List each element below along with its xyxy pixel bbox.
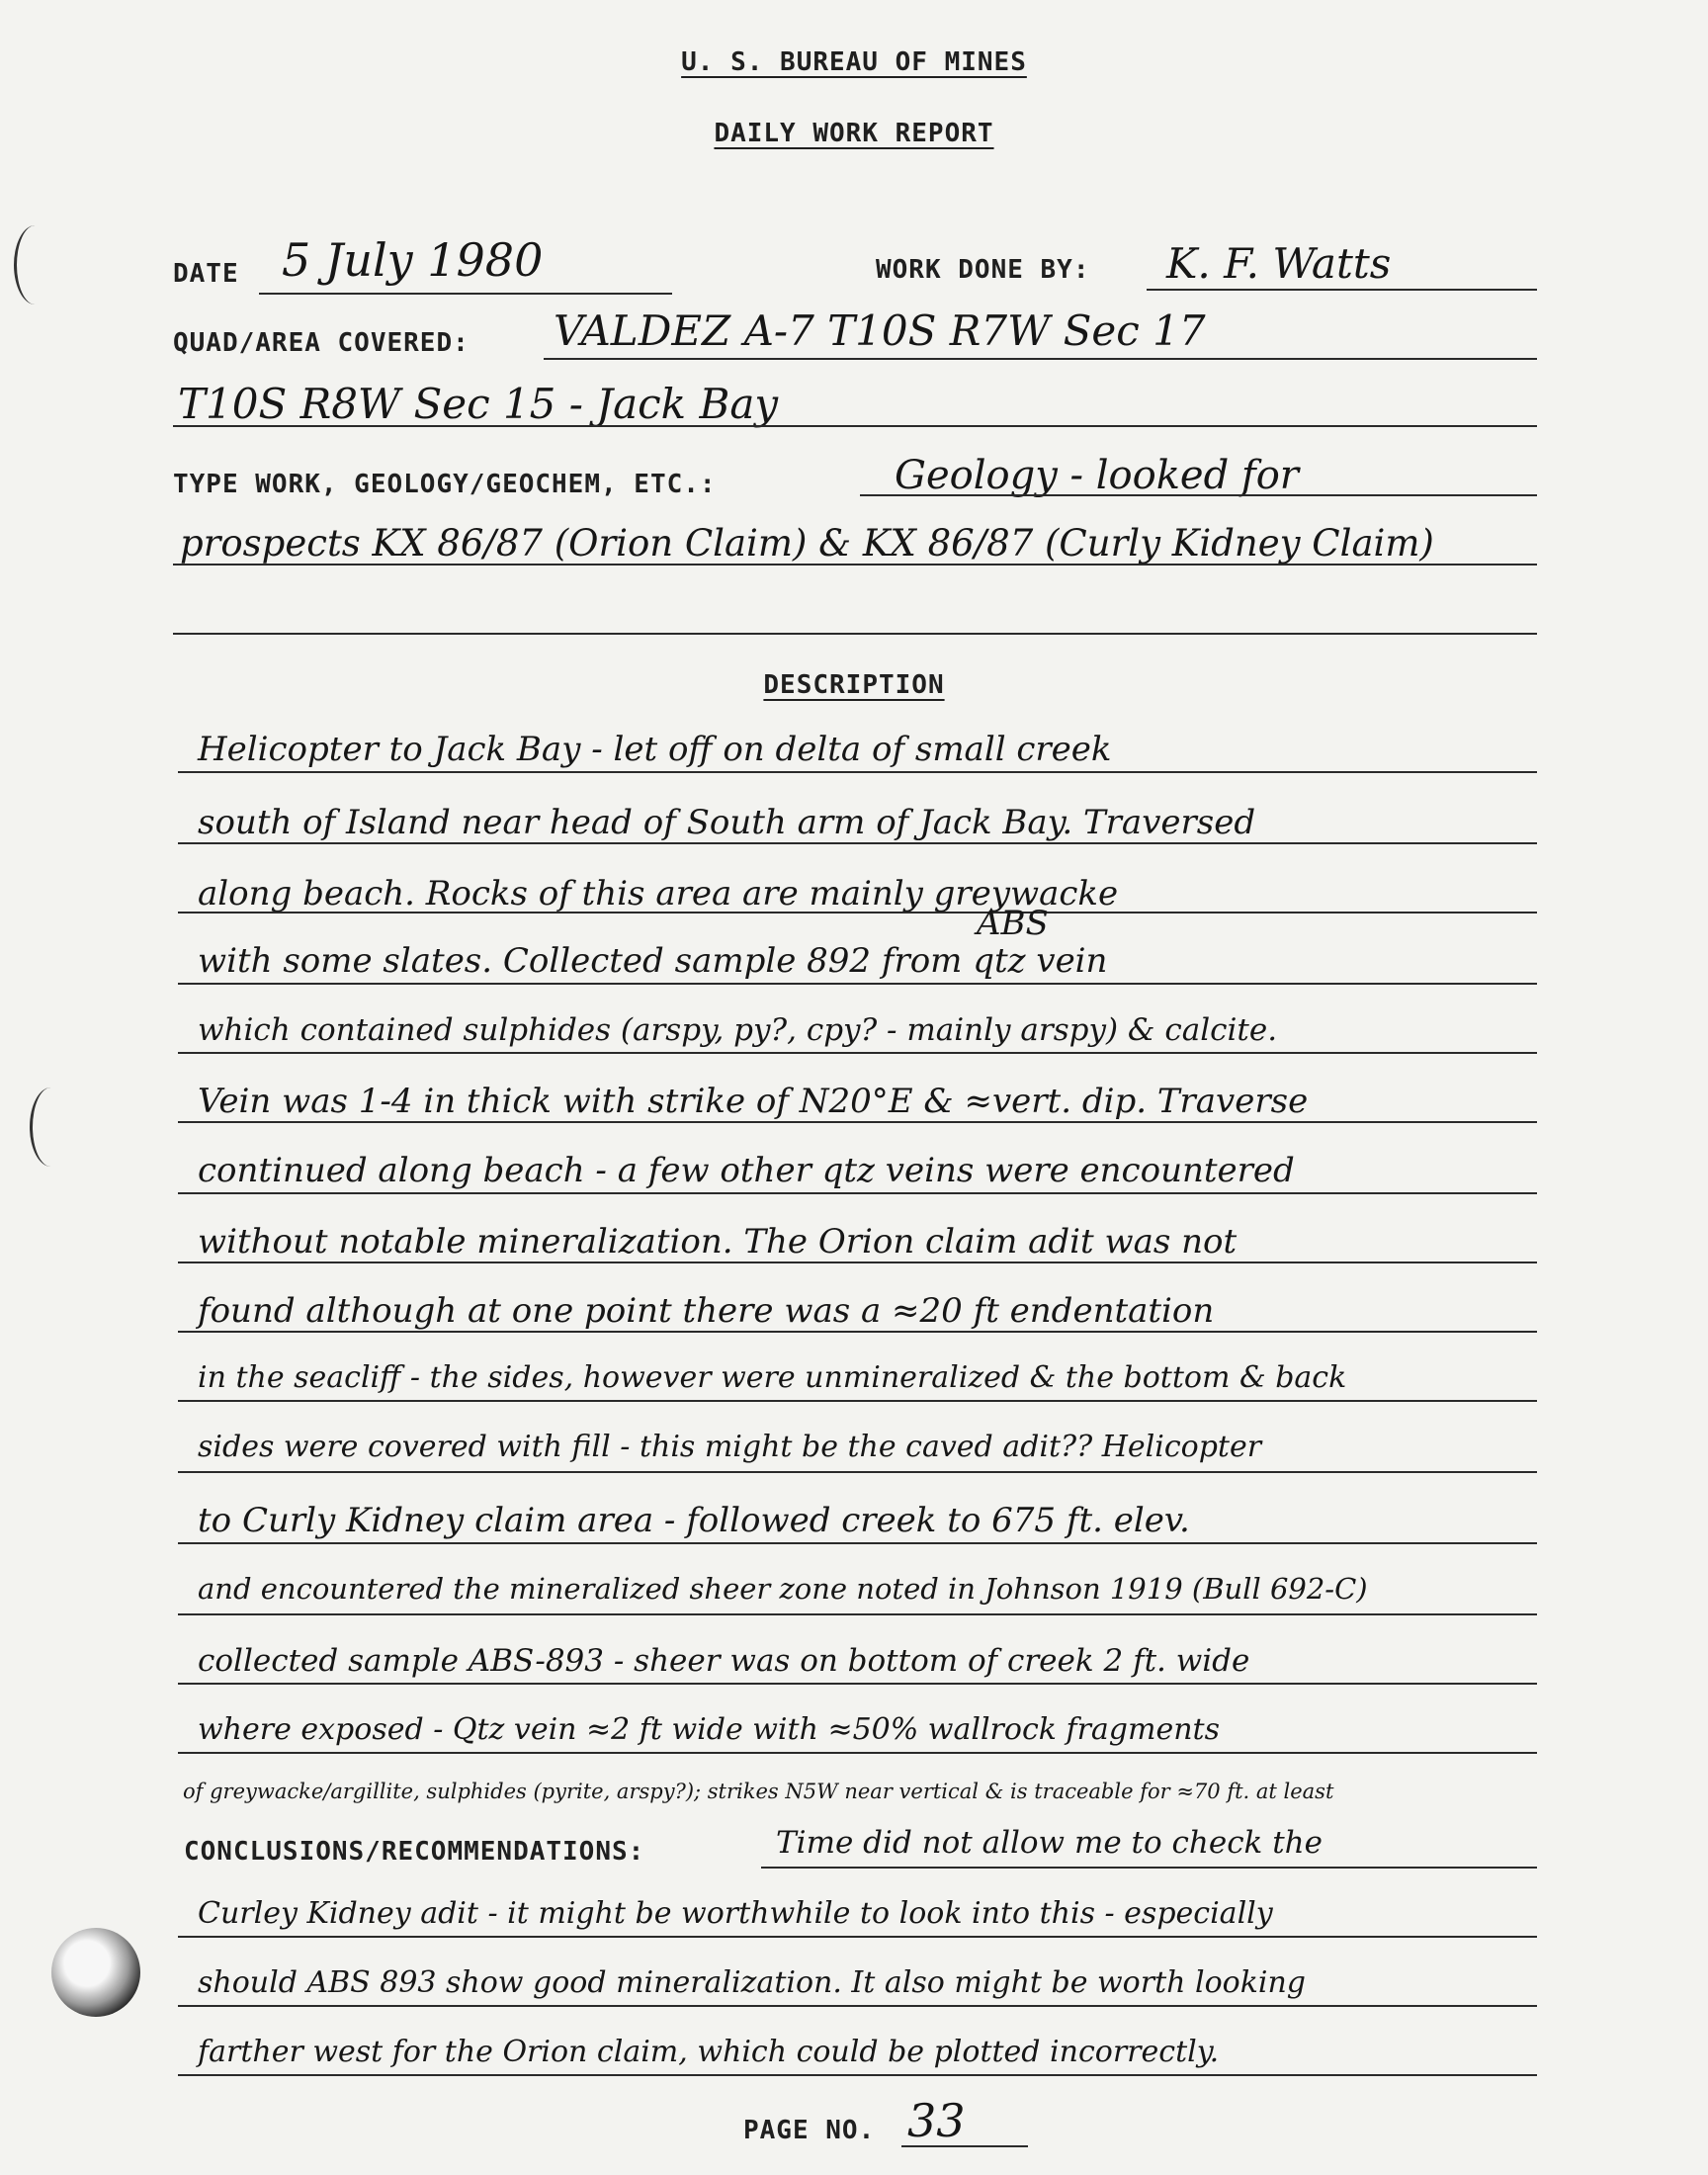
description-rule [178, 1192, 1537, 1194]
conclusions-label: CONCLUSIONS/RECOMMENDATIONS: [184, 1837, 645, 1867]
work-done-by-value: K. F. Watts [1166, 239, 1392, 288]
description-rule [178, 1400, 1537, 1402]
description-line: which contained sulphides (arspy, py?, cpy? - mainly arspy) & calcite. [198, 1012, 1278, 1048]
date-value: 5 July 1980 [282, 233, 544, 287]
work-done-by-line [1147, 289, 1537, 291]
description-rule [178, 983, 1537, 985]
conclusions-line: farther west for the Orion claim, which could be plotted incorrectly. [198, 2035, 1220, 2069]
description-rule [178, 912, 1537, 914]
punch-hole-mark [30, 1088, 72, 1167]
description-line: without notable mineralization. The Orion claim adit was not [198, 1222, 1238, 1262]
quad-line-2 [173, 425, 1537, 427]
description-line: collected sample ABS-893 - sheer was on bottom of creek 2 ft. wide [198, 1643, 1250, 1679]
description-rule [178, 771, 1537, 773]
punch-hole-mark [51, 1928, 140, 2017]
description-rule [178, 1262, 1537, 1263]
description-heading: DESCRIPTION [763, 670, 945, 700]
conclusions-line: Time did not allow me to check the [776, 1825, 1323, 1861]
type-work-line-3 [173, 633, 1537, 635]
date-label: DATE [173, 259, 239, 289]
quad-value-line2: T10S R8W Sec 15 - Jack Bay [178, 380, 779, 428]
description-line: along beach. Rocks of this area are mainly greywacke [198, 874, 1119, 914]
description-rule [178, 1752, 1537, 1754]
work-done-by-label: WORK DONE BY: [876, 255, 1090, 285]
page-number-label: PAGE NO. [743, 2116, 876, 2145]
agency-title: U. S. BUREAU OF MINES [681, 47, 1027, 77]
type-work-value-line2: prospects KX 86/87 (Orion Claim) & KX 86/87 (Curly Kidney Claim) [180, 522, 1434, 565]
description-line: in the seacliff - the sides, however were unmineralized & the bottom & back [198, 1360, 1347, 1395]
quad-label: QUAD/AREA COVERED: [173, 328, 470, 358]
type-work-line-2 [173, 564, 1537, 566]
description-line: south of Island near head of South arm of Jack Bay. Traversed [198, 803, 1256, 842]
conclusions-line: Curley Kidney adit - it might be worthwhile to look into this - especially [198, 1896, 1273, 1931]
description-line: sides were covered with fill - this might be the caved adit?? Helicopter [198, 1430, 1262, 1464]
type-work-line-1 [860, 494, 1537, 496]
punch-hole-mark [14, 225, 56, 304]
description-line: Helicopter to Jack Bay - let off on delta of small creek [198, 730, 1112, 769]
description-line: continued along beach - a few other qtz veins were encountered [198, 1151, 1295, 1190]
page-number-value: 33 [907, 2094, 966, 2147]
form-title: DAILY WORK REPORT [714, 119, 994, 148]
quad-value-line1: VALDEZ A-7 T10S R7W Sec 17 [554, 306, 1206, 355]
date-line [259, 293, 672, 295]
quad-line-1 [544, 358, 1537, 360]
description-rule [178, 1121, 1537, 1123]
description-annotation-abs: ABS [977, 904, 1049, 943]
page-number-line [901, 2145, 1028, 2147]
description-rule [178, 1331, 1537, 1333]
type-work-label: TYPE WORK, GEOLOGY/GEOCHEM, ETC.: [173, 470, 717, 499]
description-rule [178, 1471, 1537, 1473]
description-line: Vein was 1-4 in thick with strike of N20°E & ≈vert. dip. Traverse [198, 1082, 1309, 1121]
description-line: where exposed - Qtz vein ≈2 ft wide with ≈50% wallrock fragments [198, 1712, 1220, 1747]
conclusions-rule [178, 2005, 1537, 2007]
type-work-value-line1: Geology - looked for [895, 453, 1299, 498]
conclusions-rule [178, 1936, 1537, 1938]
description-line: and encountered the mineralized sheer zone noted in Johnson 1919 (Bull 692-C) [198, 1572, 1368, 1606]
conclusions-rule [178, 2074, 1537, 2076]
description-rule [178, 1542, 1537, 1544]
description-rule [178, 842, 1537, 844]
description-rule [178, 1683, 1537, 1685]
description-line: found although at one point there was a ≈20 ft endentation [198, 1291, 1215, 1331]
description-line: with some slates. Collected sample 892 from qtz vein [198, 941, 1108, 981]
conclusions-rule [761, 1867, 1537, 1869]
description-rule [178, 1052, 1537, 1054]
description-line: to Curly Kidney claim area - followed creek to 675 ft. elev. [198, 1501, 1190, 1540]
conclusions-line: should ABS 893 show good mineralization. It also might be worth looking [198, 1965, 1307, 2000]
description-rule [178, 1613, 1537, 1615]
description-line: of greywacke/argillite, sulphides (pyrite, arspy?); strikes N5W near vertical & is traceable for ≈70 ft. at least [183, 1780, 1334, 1803]
